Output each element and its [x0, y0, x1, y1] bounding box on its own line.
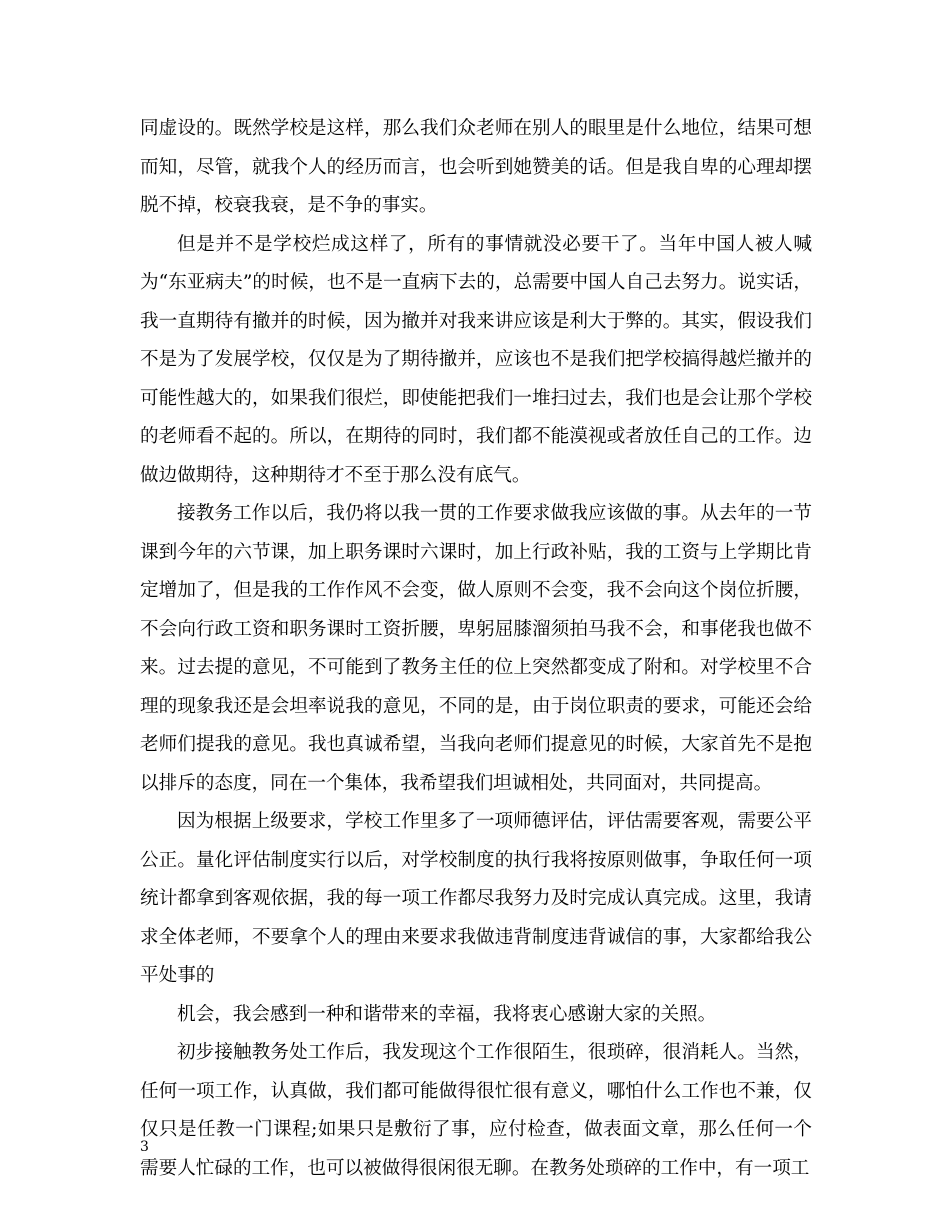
paragraph: 但是并不是学校烂成这样了，所有的事情就没必要干了。当年中国人被人喊为“东亚病夫”的时候，也不是一直病下去的，总需要中国人自己去努力。说实话，我一直期待有撤并的时候，因为撤并对我来讲应该是利大于弊的。其实，假设我们不是为了发展学校，仅仅是为了期待撤并，应该也不是我们把学校搞得越烂撤并的可能性越大的，如果我们很烂，即使能把我们一堆扫过去，我们也是会让那个学校的老师看不起的。所以，在期待的同时，我们都不能漠视或者放任自己的工作。边做边做期待，这种期待才不至于那么没有底气。 — [140, 233, 812, 486]
paragraph: 初步接触教务处工作后，我发现这个工作很陌生，很琐碎，很消耗人。当然，任何一项工作，认真做，我们都可能做得很忙很有意义，哪怕什么工作也不兼，仅仅只是任教一门课程;如果只是敷衍了事，应付检查，做表面文章，那么任何一个需要人忙碌的工作，也可以被做得很闲很无聊。在教务处琐碎的工作中，有一项工 — [140, 1042, 812, 1179]
paragraph: 同虚设的。既然学校是这样，那么我们众老师在别人的眼里是什么地位，结果可想而知，尽管，就我个人的经历而言，也会听到她赞美的话。但是我自卑的心理却摆脱不掉，校衰我衰，是不争的事实。 — [140, 118, 812, 216]
paragraph: 因为根据上级要求，学校工作里多了一项师德评估，评估需要客观，需要公平公正。量化评估制度实行以后，对学校制度的执行我将按原则做事，争取任何一项统计都拿到客观依据，我的每一项工作都尽我努力及时完成认真完成。这里，我请求全体老师，不要拿个人的理由来要求我做违背制度违背诚信的事，大家都给我公平处事的 — [140, 811, 812, 986]
paragraph: 接教务工作以后，我仍将以我一贯的工作要求做我应该做的事。从去年的一节课到今年的六节课，加上职务课时六课时，加上行政补贴，我的工资与上学期比肯定增加了，但是我的工作作风不会变，做人原则不会变，我不会向这个岗位折腰，不会向行政工资和职务课时工资折腰，卑躬屈膝溜须拍马我不会，和事佬我也做不来。过去提的意见，不可能到了教务主任的位上突然都变成了附和。对学校里不合理的现象我还是会坦率说我的意见，不同的是，由于岗位职责的要求，可能还会给老师们提我的意见。我也真诚希望，当我向老师们提意见的时候，大家首先不是抱以排斥的态度，同在一个集体，我希望我们坦诚相处，共同面对，共同提高。 — [140, 503, 812, 794]
paragraph: 机会，我会感到一种和谐带来的幸福，我将衷心感谢大家的关照。 — [177, 1003, 717, 1025]
page-number: 3 — [140, 1139, 149, 1155]
body-text — [140, 110, 812, 1188]
